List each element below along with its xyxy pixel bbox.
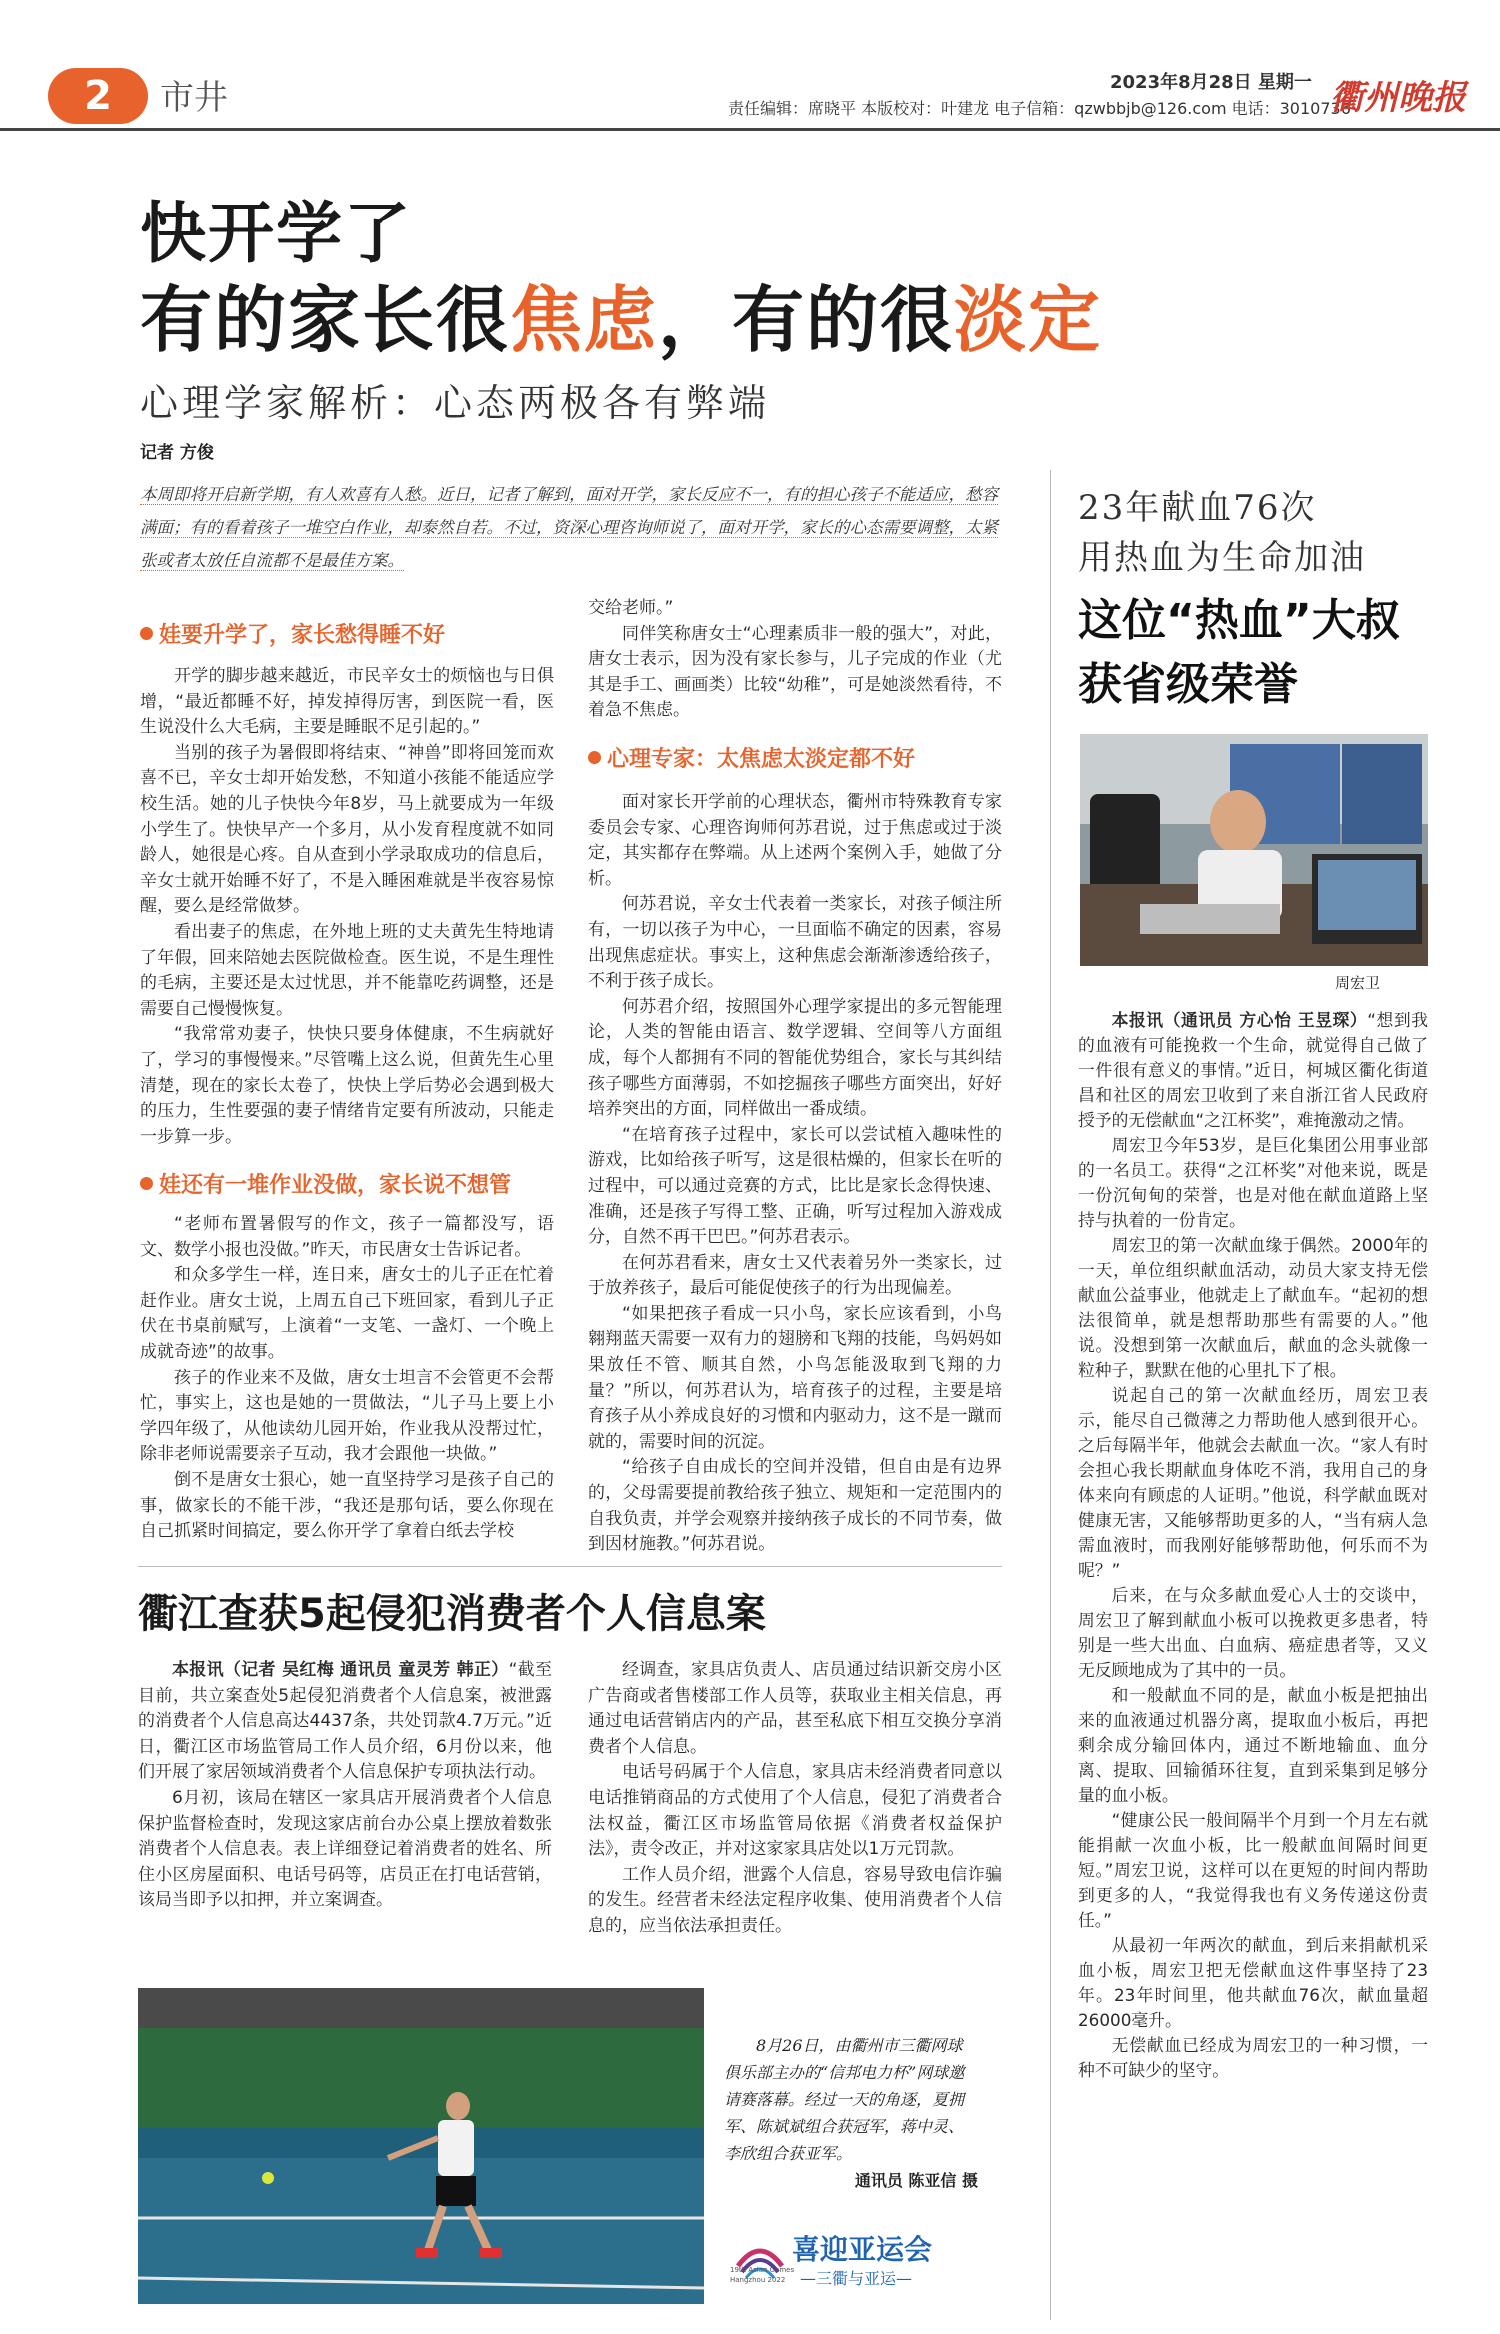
logo-text: 喜迎亚运会 — [792, 2233, 933, 2266]
logo-subtext: —三衢与亚运— — [800, 2269, 913, 2288]
column-2-part2 — [588, 790, 1002, 1555]
column-1-part1 — [140, 664, 554, 1164]
logo-small-text: Hangzhou 2022 — [730, 2276, 786, 2284]
paragraph: 周宏卫的第一次献血缘于偶然。2000年的一天，单位组织献血活动，动员大家支持无偿献血公益事业，他就走上了献血车。“起初的想法很简单，就是想帮助那些有需要的人。”他说。没想到第一次献血后，献血的念头就像一粒种子，默默在他的心里扎下了根。 — [1078, 1235, 1428, 1380]
caption-text: 8月26日，由衢州市三衢网球俱乐部主办的“信邦电力杯”网球邀请赛落幕。经过一天的角逐，夏拥军、陈斌斌组合获冠军，蒋中灵、李欣组合获亚军。 — [724, 2036, 965, 2163]
subhead-2 — [140, 1168, 511, 1199]
column-1-part2 — [140, 1212, 554, 1552]
paragraph: “在培育孩子过程中，家长可以尝试植入趣味性的游戏，比如给孩子听写，这是很枯燥的，但家长在听的过程中，可以通过竞赛的方式，比比是家长念得快速、准确，还是孩子写得工整、正确，听写过程加入游戏成分，自然不再干巴巴。”何苏君表示。 — [588, 1124, 1002, 1248]
header-rule — [0, 128, 1500, 131]
column-2-part1 — [588, 596, 1002, 726]
subheadline: 心理学家解析：心态两极各有弊端 — [140, 381, 771, 425]
subhead-2-text: 娃还有一堆作业没做，家长说不想管 — [159, 1173, 512, 1198]
editor-info: 责任编辑：席晓平 本版校对：叶建龙 电子信箱：qzwbbjb@126.com 电话：3010736 — [728, 99, 1351, 118]
tennis-photo — [138, 1988, 704, 2304]
paragraph: 倒不是唐女士狠心，她一直坚持学习是孩子自己的事，做家长的不能干涉，“我还是那句话，要么你现在自己抓紧时间搞定，要么你开学了拿着白纸去学校 — [140, 1469, 554, 1542]
masthead-logo: 衢州晚报 — [1330, 78, 1466, 118]
paragraph: “给孩子自由成长的空间并没错，但自由是有边界的，父母需要提前教给孩子独立、规矩和一定范围内的自我负责，并学会观察并接纳孩子成长的不同节奏，做到因材施教。”何苏君说。 — [588, 1457, 1002, 1555]
paragraph: 同伴笑称唐女士“心理素质非一般的强大”，对此，唐女士表示，因为没有家长参与，儿子完成的作业（尤其是手工、画画类）比较“幼稚”，可是她淡然看待，不着急不焦虑。 — [588, 623, 1002, 721]
paragraph: 开学的脚步越来越近，市民辛女士的烦恼也与日俱增，“最近都睡不好，掉发掉得厉害，到医院一看，医生说没什么大毛病，主要是睡眠不足引起的。” — [140, 666, 554, 738]
paragraph: 在何苏君看来，唐女士又代表着另外一类家长，过于放养孩子，最后可能促使孩子的行为出现偏差。 — [588, 1252, 1002, 1299]
sidebar-kicker-2: 用热血为生命加油 — [1078, 538, 1366, 578]
donor-photo-caption: 周宏卫 — [1334, 974, 1380, 992]
sidebar-body — [1078, 1008, 1428, 2324]
sidebar-byline: 本报讯（通讯员 方心怡 王昱琛） — [1111, 1010, 1368, 1030]
issue-date: 2023年8月28日 星期一 — [1110, 72, 1312, 93]
paragraph: 孩子的作业来不及做，唐女士坦言不会管更不会帮忙，事实上，这也是她的一贯做法，“儿子马上要上小学四年级了，从他读幼儿园开始，作业我从没帮过忙，除非老师说需要亲子互动，我才会跟他一块做。” — [140, 1367, 554, 1465]
byline: 记者 方俊 — [140, 443, 214, 463]
paragraph: 交给老师。” — [588, 598, 674, 618]
headline-highlight-calm: 淡定 — [954, 278, 1103, 362]
paragraph-text: “想到我的血液有可能挽救一个生命，就觉得自己做了一件很有意义的事情。”近日，柯城区衢化街道昌和社区的周宏卫收到了来自浙江省人民政府授予的无偿献血“之江杯奖”，难掩激动之情。 — [1078, 1010, 1428, 1130]
paragraph — [1078, 1008, 1428, 1133]
donor-photo-image — [1080, 734, 1428, 966]
subhead-1 — [140, 618, 445, 649]
paragraph: 何苏君说，辛女士代表着一类家长，对孩子倾注所有，一切以孩子为中心，一旦面临不确定的因素，容易出现焦虑症状。事实上，这种焦虑会渐渐渗透给孩子，不利于孩子成长。 — [588, 894, 1002, 992]
sidebar-title-2: 获省级荣誉 — [1078, 659, 1298, 710]
headline-line1: 快开学了 — [140, 195, 412, 272]
paragraph-text: “截至目前，共立案查处5起侵犯消费者个人信息案，被泄露的消费者个人信息高达4437条，共处罚款4.7万元。”近日，衢江区市场监管局工作人员介绍，6月份以来，他们开展了家居领域消费者个人信息保护专项执法行动。 — [138, 1660, 552, 1783]
column-divider — [1050, 470, 1051, 2320]
page-number: 2 — [48, 68, 148, 124]
news-column-2 — [588, 1658, 1002, 1978]
sidebar-kicker-1: 23年献血76次 — [1078, 488, 1317, 528]
paragraph: 面对家长开学前的心理状态，衢州市特殊教育专家委员会专家、心理咨询师何苏君说，过于焦虑或过于淡定，其实都存在弊端。从上述两个案例入手，她做了分析。 — [588, 792, 1002, 889]
paragraph: 当别的孩子为暑假即将结束、“神兽”即将回笼而欢喜不已，辛女士却开始发愁，不知道小孩能不能适应学校生活。她的儿子快快今年8岁，马上就要成为一年级小学生了。快快早产一个多月，从小发育程度就不如同龄人，她很是心疼。自从查到小学录取成功的信息后，辛女士就开始睡不好了，不是入睡困难就是半夜容易惊醒，要么是经常做梦。 — [140, 742, 554, 917]
paragraph: 后来，在与众多献血爱心人士的交谈中，周宏卫了解到献血小板可以挽救更多患者，特别是一些大出血、白血病、癌症患者等，又义无反顾地成为了其中的一员。 — [1078, 1585, 1428, 1680]
headline-part: 有的家长很 — [140, 278, 511, 362]
paragraph — [138, 1658, 552, 1786]
headline-highlight-anxious: 焦虑 — [510, 278, 659, 362]
asian-games-logo — [730, 2222, 980, 2292]
lead-text: 本周即将开启新学期，有人欢喜有人愁。近日，记者了解到，面对开学，家长反应不一，有的担心孩子不能适应，愁容满面；有的看着孩子一堆空白作业，却泰然自若。不过，资深心理咨询师说了，面对开学，家长的心态需要调整，太紧张或者太放任自流都不是最佳方案。 — [140, 485, 998, 570]
tennis-photo-image — [138, 1988, 704, 2304]
news-byline: 本报讯（记者 吴红梅 通讯员 童灵芳 韩正） — [172, 1660, 509, 1680]
paragraph: 和一般献血不同的是，献血小板是把抽出来的血液通过机器分离，提取血小板后，再把剩余成分输回体内，通过不断地输血、血分离、提取、回输循环往复，直到采集到足够分量的血小板。 — [1078, 1685, 1428, 1805]
paragraph: 电话号码属于个人信息，家具店未经消费者同意以电话推销商品的方式使用了个人信息，侵犯了消费者合法权益，衢江区市场监管局依据《消费者权益保护法》，责令改正，并对这家家具店处以1万元罚款。 — [588, 1762, 1002, 1860]
paragraph: 看出妻子的焦虑，在外地上班的丈夫黄先生特地请了年假，回来陪她去医院做检查。医生说，不是生理性的毛病，主要还是太过忧思，并不能靠吃药调整，还是需要自己慢慢恢复。 — [140, 921, 554, 1019]
paragraph: “健康公民一般间隔半个月到一个月左右就能捐献一次血小板，比一般献血间隔时间更短。”周宏卫说，这样可以在更短的时间内帮助到更多的人，“我觉得我也有义务传递这份责任。” — [1078, 1810, 1428, 1930]
paragraph: 6月初，该局在辖区一家具店开展消费者个人信息保护监督检查时，发现这家店前台办公桌上摆放着数张消费者个人信息表。表上详细登记着消费者的姓名、所住小区房屋面积、电话号码等，店员正在打电话营销，该局当即予以扣押，并立案调查。 — [138, 1787, 552, 1911]
headline-line2 — [140, 262, 1102, 366]
paragraph: “我常常劝妻子，快快只要身体健康，不生病就好了，学习的事慢慢来。”尽管嘴上这么说，但黄先生心里清楚，现在的家长太卷了，快快上学后势必会遇到极大的压力，生性要强的妻子情绪肯定要有所波动，只能走一步算一步。 — [140, 1024, 554, 1147]
paragraph: 经调查，家具店负责人、店员通过结识新交房小区广告商或者售楼部工作人员等，获取业主相关信息，再通过电话营销店内的产品，甚至私底下相互交换分享消费者个人信息。 — [588, 1660, 1002, 1757]
donor-photo — [1080, 734, 1428, 966]
section-name: 市井 — [160, 78, 228, 118]
photo-credit: 通讯员 陈亚信 摄 — [854, 2171, 978, 2190]
paragraph: “老师布置暑假写的作文，孩子一篇都没写，语文、数学小报也没做。”昨天，市民唐女士告诉记者。 — [140, 1214, 554, 1260]
logo-small-text: 19th Asian Games — [730, 2266, 795, 2274]
sidebar-title-1: 这位“热血”大叔 — [1078, 595, 1400, 646]
subhead-3-text: 心理专家：太焦虑太淡定都不好 — [607, 747, 916, 772]
subhead-1-text: 娃要升学了，家长愁得睡不好 — [159, 623, 446, 648]
headline-part: ，有的很 — [658, 278, 955, 362]
paragraph: 何苏君介绍，按照国外心理学家提出的多元智能理论，人类的智能由语言、数学逻辑、空间等八方面组成，每个人都拥有不同的智能优势组合，家长与其纠结孩子哪些方面薄弱，不如挖掘孩子哪些方面突出，好好培养突出的方面，同样做出一番成绩。 — [588, 996, 1002, 1120]
paragraph: 和众多学生一样，连日来，唐女士的儿子正在忙着赶作业。唐女士说，上周五自己下班回家，看到儿子正伏在书桌前赋写，上演着“一支笔、一盏灯、一个晚上成就奇迹”的故事。 — [140, 1265, 554, 1362]
news-column-1 — [138, 1658, 552, 1978]
paragraph: “如果把孩子看成一只小鸟，家长应该看到，小鸟翱翔蓝天需要一双有力的翅膀和飞翔的技能，鸟妈妈如果放任不管、顺其自然，小鸟怎能汲取到飞翔的力量？”所以，何苏君认为，培育孩子的过程，主要是培育孩子从小养成良好的习惯和内驱动力，这不是一蹴而就的，需要时间的沉淀。 — [588, 1303, 1002, 1452]
photo-news-caption — [724, 2032, 978, 2194]
paragraph: 周宏卫今年53岁，是巨化集团公用事业部的一名员工。获得“之江杯奖”对他来说，既是一份沉甸甸的荣誉，也是对他在献血道路上坚持与执着的一份肯定。 — [1078, 1135, 1428, 1230]
subhead-3 — [588, 742, 915, 773]
lead-paragraph — [140, 478, 1010, 577]
news-headline: 衢江查获5起侵犯消费者个人信息案 — [138, 1591, 766, 1637]
section-divider — [138, 1566, 1002, 1567]
paragraph: 无偿献血已经成为周宏卫的一种习惯，一种不可缺少的坚守。 — [1078, 2035, 1428, 2080]
paragraph: 说起自己的第一次献血经历，周宏卫表示，能尽自己微薄之力帮助他人感到很开心。之后每隔半年，他就会去献血一次。“家人有时会担心我长期献血身体吃不消，我用自己的身体来向有顾虑的人证明。”他说，科学献血既对健康无害，又能够帮助更多的人，“当有病人急需血液时，而我刚好能够帮助他，何乐而不为呢？” — [1078, 1385, 1428, 1580]
paragraph: 工作人员介绍，泄露个人信息，容易导致电信诈骗的发生。经营者未经法定程序收集、使用消费者个人信息的，应当依法承担责任。 — [588, 1864, 1002, 1936]
paragraph: 从最初一年两次的献血，到后来捐献机采血小板，周宏卫把无偿献血这件事坚持了23年。23年时间里，他共献血76次，献血量超26000毫升。 — [1078, 1935, 1428, 2030]
